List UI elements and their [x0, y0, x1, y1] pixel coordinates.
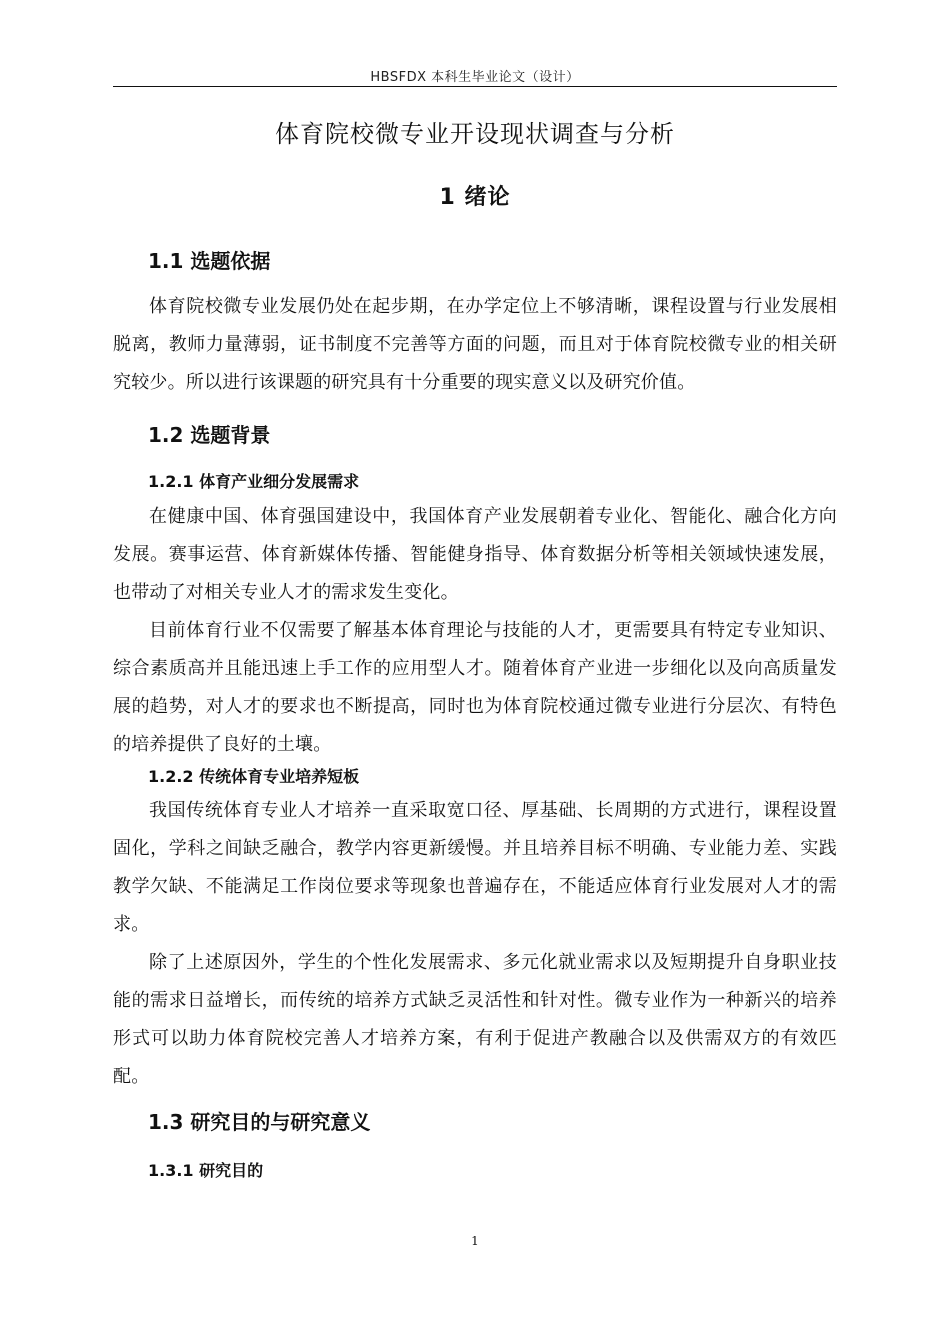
- chapter-heading: 1 绪论: [439, 185, 511, 210]
- subsection-heading-1-2-2: 1.2.2 传统体育专业培养短板: [148, 767, 360, 786]
- running-header: HBSFDX 本科生毕业论文（设计）: [370, 70, 580, 85]
- page-number: 1: [471, 1234, 479, 1248]
- section-heading-1-3: 1.3 研究目的与研究意义: [148, 1110, 371, 1134]
- subsection-heading-1-2-1: 1.2.1 体育产业细分发展需求: [148, 472, 360, 491]
- paragraph-1-2-1-b: 目前体育行业不仅需要了解基本体育理论与技能的人才，更需要具有特定专业知识、综合素质高并且能迅速上手工作的应用型人才。随着体育产业进一步细化以及向高质量发展的趋势，对人才的要求也不断提高，同时也为体育院校通过微专业进行分层次、有特色的培养提供了良好的土壤。: [113, 620, 837, 755]
- paragraph-1-2-2-b: 除了上述原因外，学生的个性化发展需求、多元化就业需求以及短期提升自身职业技能的需求日益增长，而传统的培养方式缺乏灵活性和针对性。微专业作为一种新兴的培养形式可以助力体育院校完善人才培养方案，有利于促进产教融合以及供需双方的有效匹配。: [113, 952, 837, 1087]
- paragraph-1-2-1-a: 在健康中国、体育强国建设中，我国体育产业发展朝着专业化、智能化、融合化方向发展。赛事运营、体育新媒体传播、智能健身指导、体育数据分析等相关领域快速发展，也带动了对相关专业人才的需求发生变化。: [113, 506, 837, 603]
- section-heading-1-1: 1.1 选题依据: [148, 249, 271, 273]
- paragraph-1-2-2-a: 我国传统体育专业人才培养一直采取宽口径、厚基础、长周期的方式进行，课程设置固化，学科之间缺乏融合，教学内容更新缓慢。并且培养目标不明确、专业能力差、实践教学欠缺、不能满足工作岗位要求等现象也普遍存在，不能适应体育行业发展对人才的需求。: [113, 800, 837, 935]
- section-heading-1-2: 1.2 选题背景: [148, 423, 271, 447]
- document-title: 体育院校微专业开设现状调查与分析: [275, 120, 675, 148]
- header-rule: [113, 86, 837, 87]
- paragraph-1-1: 体育院校微专业发展仍处在起步期，在办学定位上不够清晰，课程设置与行业发展相脱离，教师力量薄弱，证书制度不完善等方面的问题，而且对于体育院校微专业的相关研究较少。所以进行该课题的研究具有十分重要的现实意义以及研究价值。: [113, 296, 837, 393]
- subsection-heading-1-3-1: 1.3.1 研究目的: [148, 1161, 264, 1180]
